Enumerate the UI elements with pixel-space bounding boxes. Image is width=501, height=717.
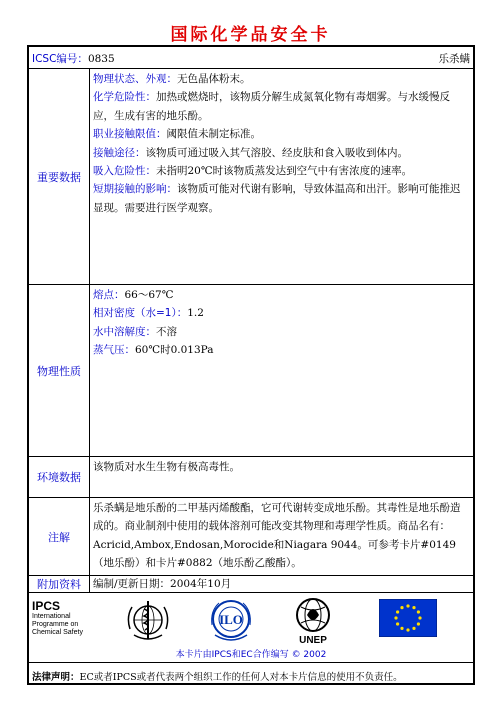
item-chemical-danger bbox=[93, 88, 470, 125]
important-data-label: 重要数据 bbox=[29, 69, 90, 284]
item-key: 相对密度（水=1）： bbox=[93, 307, 188, 320]
chemical-name: 乐杀螨 bbox=[438, 53, 470, 65]
ipcs-line-1: International bbox=[32, 613, 71, 620]
disclaimer-row bbox=[29, 663, 473, 683]
header-row bbox=[29, 47, 473, 69]
icsc-label: ICSC编号： bbox=[32, 53, 88, 65]
item-key: 物理状态、外观： bbox=[93, 73, 177, 85]
svg-text:ILO: ILO bbox=[219, 612, 243, 627]
disclaimer-text: EC或者IPCS或者代表两个组织工作的任何人对本卡片信息的使用不负责任。 bbox=[79, 672, 403, 683]
item-exposure-limits bbox=[93, 125, 470, 143]
item-key: 化学危险性： bbox=[93, 91, 156, 104]
card-title: 国际化学品安全卡 bbox=[170, 25, 331, 45]
logos-row bbox=[29, 593, 473, 663]
item-text: 1.2 bbox=[187, 307, 204, 320]
item-melting-point bbox=[93, 286, 470, 304]
important-data-content bbox=[90, 69, 473, 284]
item-text: 66～67℃ bbox=[124, 289, 174, 301]
environmental-data-row bbox=[29, 457, 473, 498]
item-key: 吸入危险性： bbox=[93, 165, 156, 178]
ipcs-logo bbox=[32, 599, 83, 637]
safety-card bbox=[27, 45, 475, 685]
item-text: 60℃时0.013Pa bbox=[135, 344, 214, 357]
additional-info-content: 编制/更新日期：2004年10月 bbox=[93, 578, 232, 590]
physical-properties-content bbox=[90, 285, 473, 456]
icsc-number bbox=[32, 51, 115, 66]
cooperation-credit: 本卡片由IPCS和EC合作编写 © 2002 bbox=[175, 650, 327, 660]
additional-info-row bbox=[29, 576, 473, 593]
physical-properties-row bbox=[29, 285, 473, 457]
item-relative-density bbox=[93, 304, 470, 322]
physical-properties-label: 物理性质 bbox=[29, 285, 90, 456]
eu-flag-icon bbox=[379, 599, 437, 637]
disclaimer-label: 法律声明： bbox=[32, 672, 80, 683]
item-key: 蒸气压： bbox=[93, 344, 135, 357]
notes-content: 乐杀螨是地乐酚的二甲基丙烯酸酯，它可代谢转变成地乐酚。其毒性是地乐酚造成的。商业制剂中使用的载体溶剂可能改变其物理和毒理学性质。商品名有：Acricid,Ambox,Endosan,Morocide和Niagara 9044。可参考卡片#0149（地乐酚）和卡片#0882（地乐酚乙酸酯）。 bbox=[93, 502, 461, 570]
item-key: 熔点： bbox=[93, 289, 125, 301]
unep-label: UNEP bbox=[299, 635, 327, 646]
item-inhalation-risk bbox=[93, 162, 470, 180]
who-emblem-icon bbox=[124, 597, 172, 643]
item-key: 短期接触的影响： bbox=[93, 183, 177, 196]
item-water-solubility bbox=[93, 323, 470, 341]
legal-disclaimer bbox=[32, 669, 403, 683]
ipcs-line-2: Programme on bbox=[32, 621, 79, 628]
environmental-data-content: 该物质对水生生物有极高毒性。 bbox=[93, 461, 240, 473]
item-text: 该物质可能对代谢有影响，导致体温高和出汗。影响可能推迟显现。需要进行医学观察。 bbox=[93, 183, 461, 214]
item-physical-state bbox=[93, 70, 470, 88]
notes-row bbox=[29, 498, 473, 576]
ipcs-title: IPCS bbox=[32, 599, 61, 613]
unep-emblem-icon bbox=[293, 597, 333, 633]
item-short-term-effects bbox=[93, 180, 470, 217]
item-text: 不溶 bbox=[156, 325, 177, 338]
important-data-row bbox=[29, 69, 473, 285]
additional-info-label: 附加资料 bbox=[29, 576, 90, 592]
item-text: 加热或燃烧时，该物质分解生成氮氧化物有毒烟雾。与水缓慢反应，生成有害的地乐酚。 bbox=[93, 91, 450, 122]
ilo-emblem-icon bbox=[209, 597, 253, 645]
item-text: 未指明20℃时该物质蒸发达到空气中有害浓度的速率。 bbox=[156, 165, 413, 178]
item-text: 无色晶体粉末。 bbox=[177, 73, 251, 85]
item-text: 该物质可通过吸入其气溶胶、经皮肤和食入吸收到体内。 bbox=[145, 146, 408, 159]
item-key: 接触途径： bbox=[93, 146, 146, 159]
environmental-data-label: 环境数据 bbox=[29, 457, 90, 497]
notes-label: 注解 bbox=[29, 498, 90, 575]
ipcs-line-3: Chemical Safety bbox=[32, 629, 83, 636]
item-vapour-pressure bbox=[93, 341, 470, 359]
icsc-value: 0835 bbox=[87, 53, 115, 65]
item-key: 水中溶解度： bbox=[93, 325, 156, 338]
item-exposure-routes bbox=[93, 144, 470, 162]
item-key: 职业接触限值： bbox=[93, 128, 167, 141]
item-text: 阈限值未制定标准。 bbox=[166, 128, 261, 141]
